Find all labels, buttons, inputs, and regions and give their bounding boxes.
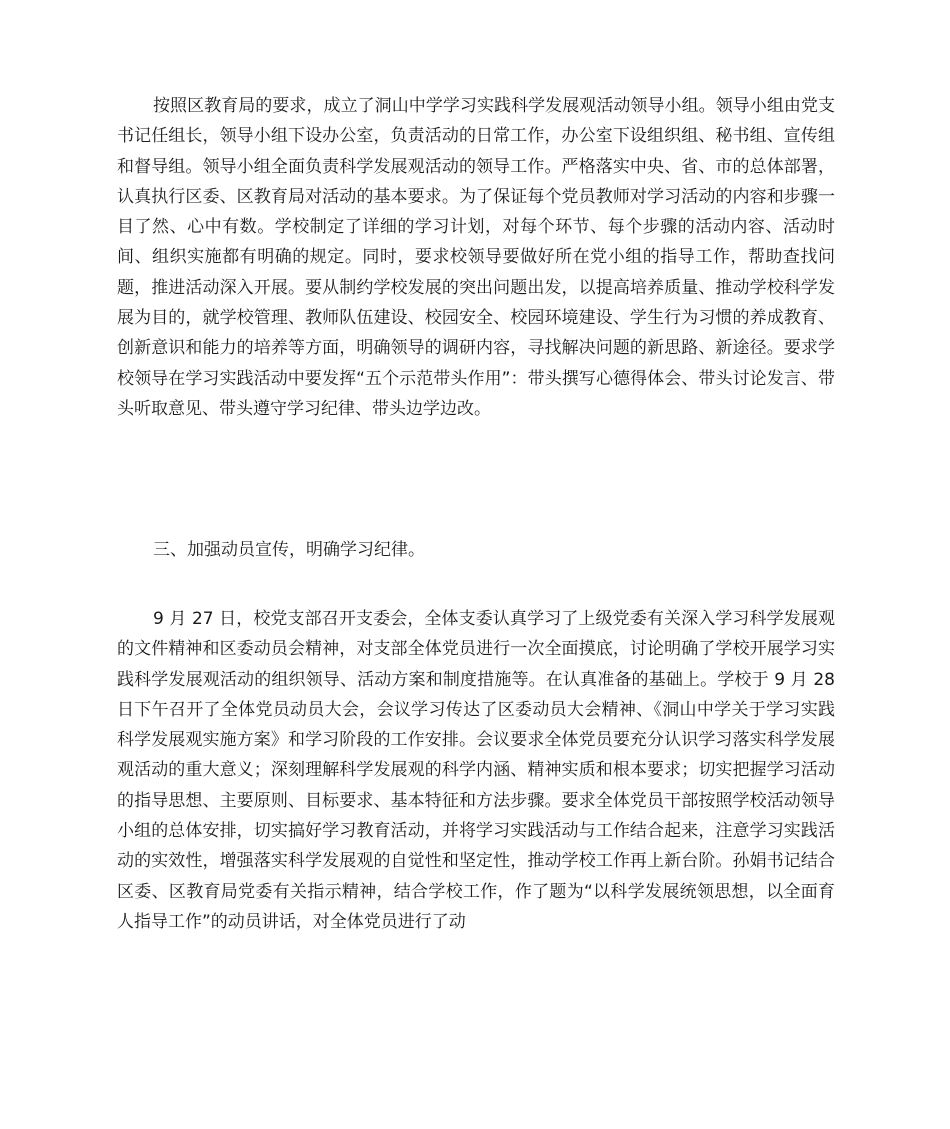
body-paragraph-mobilization-meeting: 9 月 27 日，校党支部召开支委会，全体支委认真学习了上级党委有关深入学习科学发展观的文件精神和区委动员会精神，对支部全体党员进行一次全面摸底，讨论明确了学校开展学习实践科学发展观活动的组织领导、活动方案和制度措施等。在认真准备的基础上。学校于 9 月 28 日下午召开了全体党员动员大会，会议学习传达了区委动员大会精神、《洞山中学关于学习实践科学发展观实施方案》和学习阶段的工作安排。会议要求全体党员要充分认识学习落实科学发展观活动的重大意义；深刻理解科学发展观的科学内涵、精神实质和根本要求；切实把握学习活动的指导思想、主要原则、目标要求、基本特征和方法步骤。要求全体党员干部按照学校活动领导小组的总体安排，切实搞好学习教育活动，并将学习实践活动与工作结合起来，注意学习实践活动的实效性，增强落实科学发展观的自觉性和坚定性，推动学校工作再上新台阶。孙娟书记结合区委、区教育局党委有关指示精神，结合学校工作，作了题为“以科学发展统领思想，以全面育人指导工作”的动员讲话，对全体党员进行了动: [117, 609, 835, 932]
body-paragraph-leadership-group: 按照区教育局的要求，成立了洞山中学学习实践科学发展观活动领导小组。领导小组由党支书记任组长，领导小组下设办公室，负责活动的日常工作，办公室下设组织组、秘书组、宣传组和督导组。领导小组全面负责科学发展观活动的领导工作。严格落实中央、省、市的总体部署，认真执行区委、区教育局对活动的基本要求。为了保证每个党员教师对学习活动的内容和步骤一目了然、心中有数。学校制定了详细的学习计划，对每个环节、每个步骤的活动内容、活动时间、组织实施都有明确的规定。同时，要求校领导要做好所在党小组的指导工作，帮助查找问题，推进活动深入开展。要从制约学校发展的突出问题出发，以提高培养质量、推动学校科学发展为目的，就学校管理、教师队伍建设、校园安全、校园环境建设、学生行为习惯的养成教育、创新意识和能力的培养等方面，明确领导的调研内容，寻找解决问题的新思路、新途径。要求学校领导在学习实践活动中要发挥“五个示范带头作用”：带头撰写心德得体会、带头讨论发言、带头听取意见、带头遵守学习纪律、带头边学边改。: [117, 96, 835, 419]
section-heading-mobilization: 三、加强动员宣传，明确学习纪律。: [153, 540, 425, 560]
